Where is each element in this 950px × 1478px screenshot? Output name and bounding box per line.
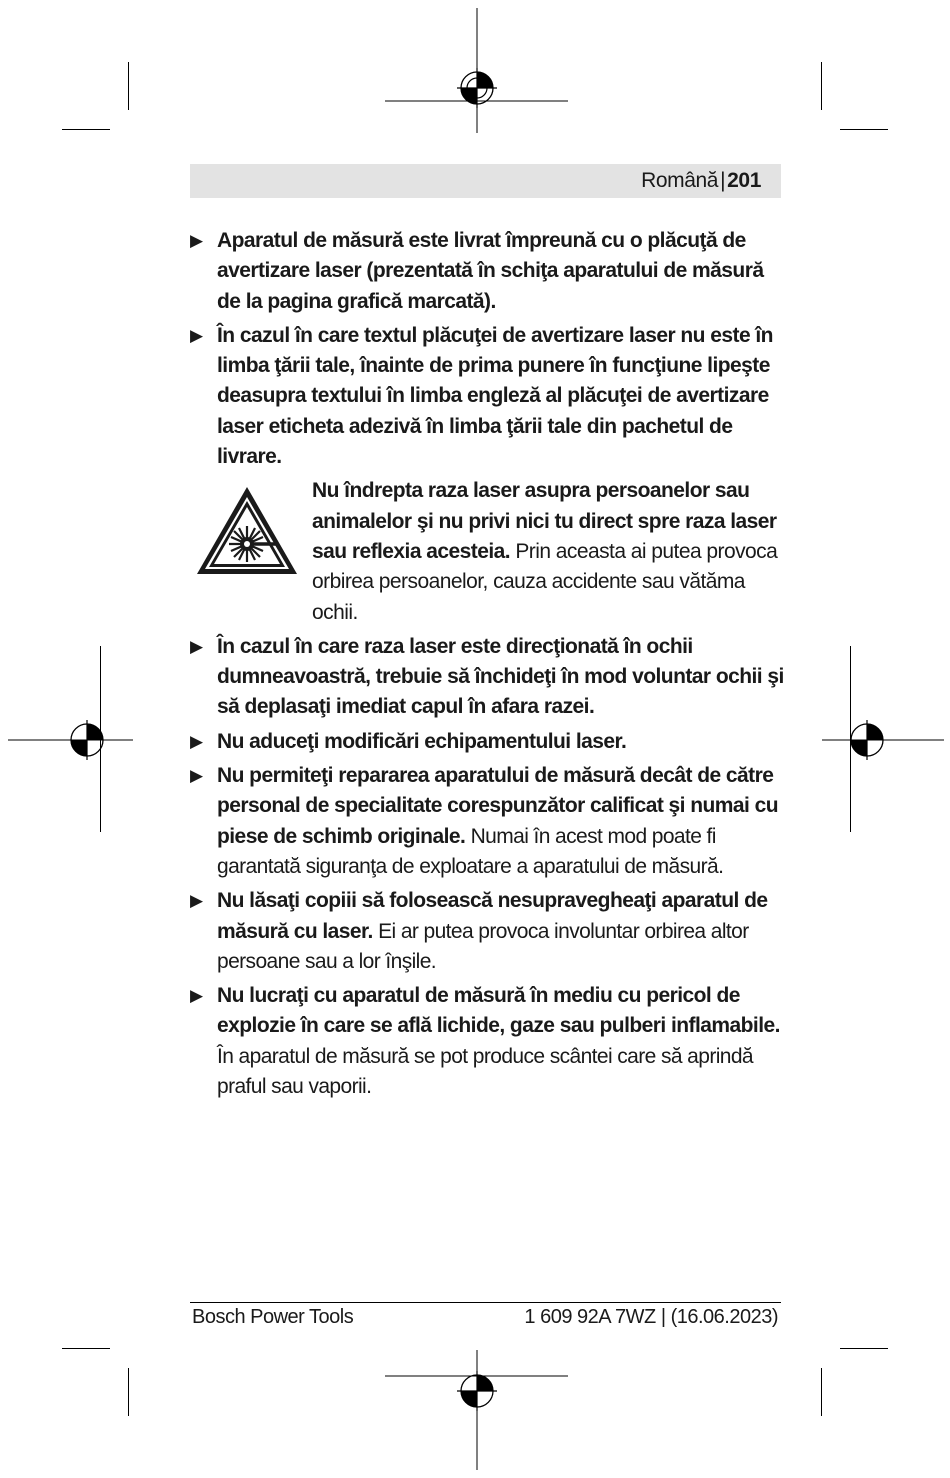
bullet-arrow-icon: ▶ [190, 231, 203, 250]
registration-mark-left [8, 700, 138, 780]
warning-normal-text: Prin aceasta ai putea provoca orbirea persoanelor, cauza accidente sau vătăma ochii. [312, 539, 778, 624]
registration-mark-top [380, 8, 570, 138]
bullet-arrow-icon: ▶ [190, 325, 203, 345]
header-separator: | [720, 169, 726, 192]
page-header [190, 164, 781, 198]
list-item [190, 632, 785, 723]
list-item [190, 727, 785, 757]
list-item [190, 886, 785, 977]
safety-instructions [190, 226, 785, 1102]
item-normal-text: În aparatul de măsură se pot produce scântei care să aprindă praful sau vaporii. [217, 1044, 754, 1099]
footer-document-code: 1 609 92A 7WZ | (16.06.2023) [524, 1306, 778, 1328]
item-bold-text: În cazul în care raza laser este direcţionată în ochii dumneavoastră, trebuie să închideţi în mod voluntar ochii şi să deplasaţi imediat capul în afara razei. [217, 634, 784, 719]
list-item [190, 226, 785, 317]
laser-warning-block [190, 476, 785, 627]
bullet-arrow-icon: ▶ [190, 986, 203, 1006]
warning-text [312, 479, 777, 623]
warning-bold-text: Nu îndrepta raza laser asupra persoanelor sau animalelor şi nu privi nici tu direct spre raza laser sau reflexia acesteia. [312, 479, 777, 563]
registration-mark-bottom [380, 1350, 570, 1478]
item-normal-text: Numai în acest mod poate fi garantată siguranţa de exploatare a aparatului de măsură. [217, 824, 724, 878]
list-item [190, 981, 785, 1102]
item-bold-text: Nu permiteţi repararea aparatului de măsură decât de către personal de specialitate corespunzător calificat şi numai cu piese de schimb originale. [217, 764, 779, 848]
item-bold-text: Nu lăsaţi copiii să folosească nesupravegheaţi aparatul de măsură cu laser. [217, 889, 768, 943]
laser-warning-icon [194, 484, 300, 578]
bullet-arrow-icon: ▶ [190, 636, 203, 656]
item-normal-text: Ei ar putea provoca involuntar orbirea altor persoane sau a lor înşile. [217, 919, 749, 973]
registration-mark-right [812, 700, 947, 780]
page-number: 201 [727, 169, 761, 192]
item-bold-text: Aparatul de măsură este livrat împreună cu o plăcuţă de avertizare laser (prezentată în schiţa aparatului de măsură de la pagina grafică marcată). [217, 229, 764, 313]
header-language: Română [641, 169, 719, 192]
item-bold-text: Nu lucraţi cu aparatul de măsură în mediu cu pericol de explozie în care se află lichide, gaze sau pulberi inflamabile. [217, 984, 780, 1038]
bullet-arrow-icon: ▶ [190, 766, 203, 786]
list-item [190, 321, 785, 472]
bullet-arrow-icon: ▶ [190, 731, 203, 751]
item-bold-text: În cazul în care textul plăcuţei de avertizare laser nu este în limba ţării tale, înainte de prima punere în funcţiune lipeşte deasupra textului în limba engleză al plăcuţei de avertizare laser eticheta adezivă în limba ţării tale din pachetul de livrare. [217, 323, 773, 469]
item-bold-text: Nu aduceţi modificări echipamentului laser. [217, 729, 627, 753]
list-item [190, 761, 785, 882]
bullet-arrow-icon: ▶ [190, 891, 203, 911]
footer-brand: Bosch Power Tools [192, 1306, 354, 1328]
